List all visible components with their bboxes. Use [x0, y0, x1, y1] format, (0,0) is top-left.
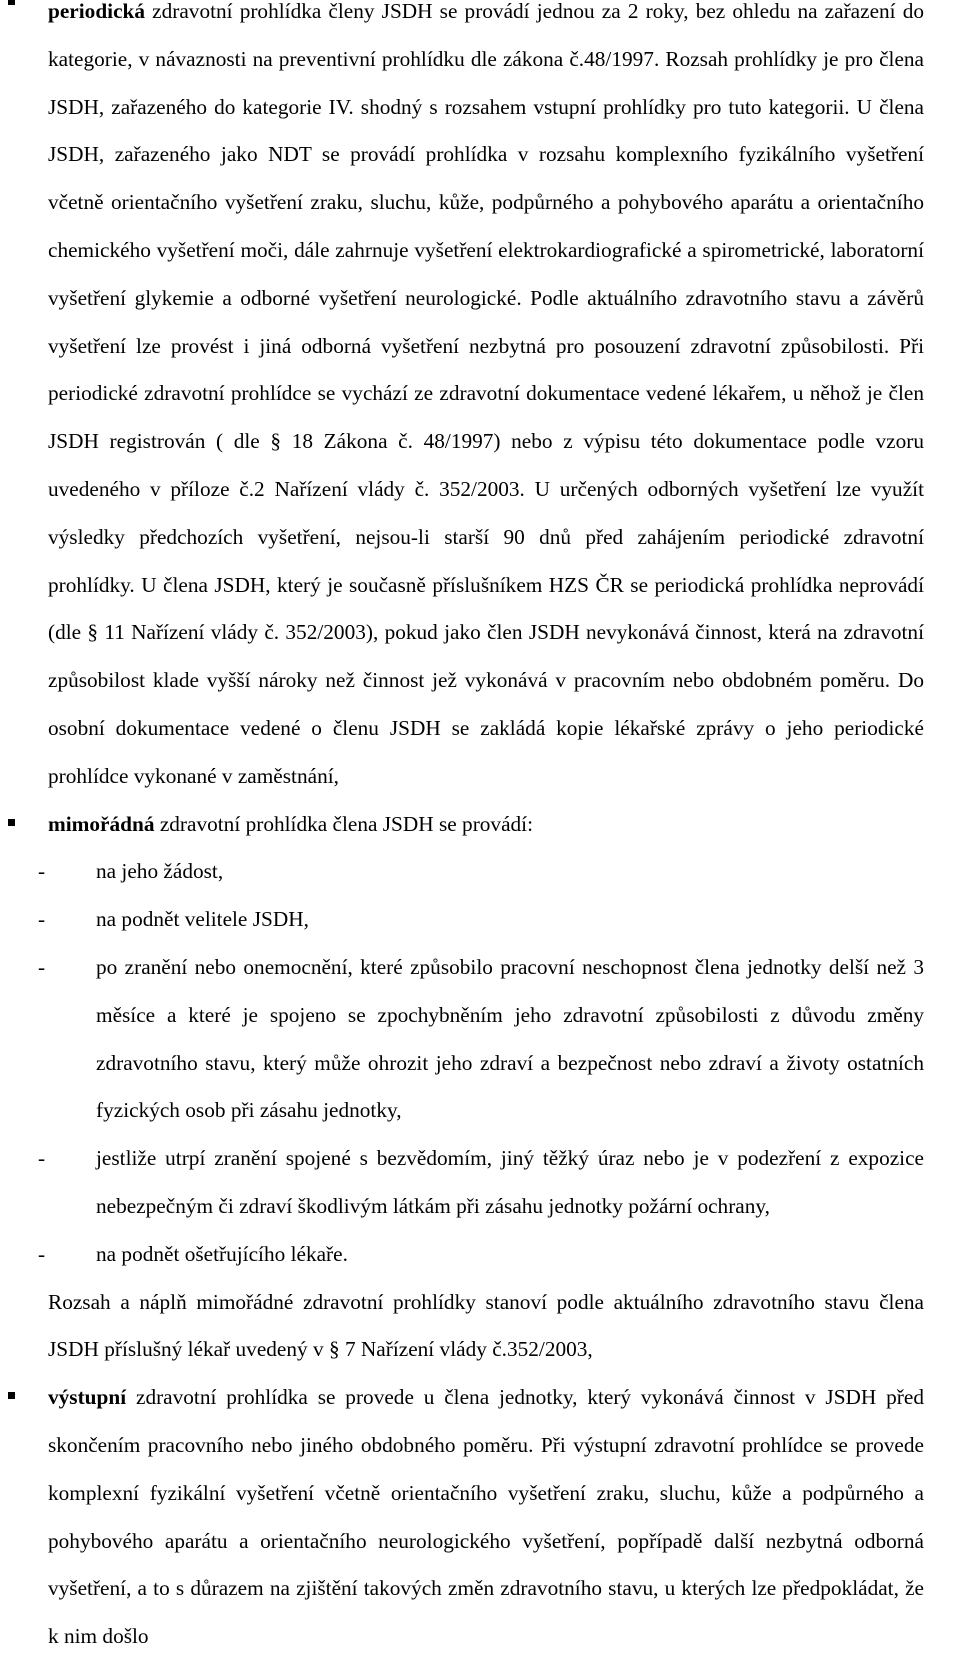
list-item-text: na podnět ošetřujícího lékaře.	[96, 1241, 348, 1266]
term-exit: výstupní	[48, 1385, 127, 1410]
dash-marker: -	[38, 907, 46, 932]
extraordinary-intro	[48, 801, 924, 849]
bullet-periodic	[48, 0, 924, 801]
dash-marker: -	[38, 859, 46, 884]
exit-text: zdravotní prohlídka se provede u člena jednotky, který vykonává činnost v JSDH před skončením pracovního nebo jiného obdobného poměru. Při výstupní zdravotní prohlídce se provede komplexní fyzikální vyšetření včetně orientačního vyšetření zraku, sluchu, kůže a podpůrného a pohybového aparátu a orientačního neurologického vyšetření, popřípadě další nezbytná odborná vyšetření, a to s důrazem na zjištění takových změn zdravotního stavu, u kterých lze předpokládat, že k nim došlo	[48, 1385, 924, 1649]
periodic-paragraph	[48, 0, 924, 801]
square-bullet-icon	[8, 0, 15, 5]
list-item-text: na podnět velitele JSDH,	[96, 907, 309, 932]
list-item-text: jestliže utrpí zranění spojené s bezvědomím, jiný těžký úraz nebo je v podezření z expozice nebezpečným či zdraví škodlivým látkám při zásahu jednotky požární ochrany,	[96, 1146, 924, 1218]
dash-marker: -	[38, 954, 46, 979]
bullet-extraordinary	[38, 801, 924, 1375]
dash-marker: -	[38, 1241, 46, 1266]
square-bullet-icon	[8, 1392, 15, 1399]
dash-marker: -	[38, 1146, 46, 1171]
bullet-exit	[48, 1374, 924, 1661]
extraordinary-text: zdravotní prohlídka člena JSDH se provádí:	[154, 811, 534, 836]
term-periodic: periodická	[48, 0, 146, 23]
list-item-text: na jeho žádost,	[96, 859, 224, 884]
exit-paragraph	[48, 1374, 924, 1661]
list-item	[38, 1231, 924, 1279]
periodic-text: zdravotní prohlídka členy JSDH se provádí jednou za 2 roky, bez ohledu na zařazení do kategorie, v návaznosti na preventivní prohlídku dle zákona č.48/1997. Rozsah prohlídky je pro člena JSDH, zařazeného do kategorie IV. shodný s rozsahem vstupní prohlídky pro tuto kategorii. U člena JSDH, zařazeného jako NDT se provádí prohlídka v rozsahu komplexního fyzikálního vyšetření včetně orientačního vyšetření zraku, sluchu, kůže, podpůrného a pohybového aparátu a orientačního chemického vyšetření moči, dále zahrnuje vyšetření elektrokardiografické a spirometrické, laboratorní vyšetření glykemie a odborné vyšetření neurologické. Podle aktuálního zdravotního stavu a závěrů vyšetření lze provést i jiná odborná vyšetření nezbytná pro posouzení zdravotní způsobilosti. Při periodické zdravotní prohlídce se vychází ze zdravotní dokumentace vedené lékařem, u něhož je člen JSDH registrován ( dle § 18 Zákona č. 48/1997) nebo z výpisu této dokumentace podle vzoru uvedeného v příloze č.2 Nařízení vlády č. 352/2003. U určených odborných vyšetření lze využít výsledky předchozích vyšetření, nejsou-li starší 90 dnů před zahájením periodické zdravotní prohlídky. U člena JSDH, který je současně příslušníkem HZS ČR se periodická prohlídka neprovádí (dle § 11 Nařízení vlády č. 352/2003), pokud jako člen JSDH nevykonává činnost, která na zdravotní způsobilost klade vyšší nároky než činnost jež vykonává v pracovním nebo obdobném poměru. Do osobní dokumentace vedené o členu JSDH se zakládá kopie lékařské zprávy o jeho periodické prohlídce vykonané v zaměstnání,	[48, 0, 924, 788]
square-bullet-icon	[8, 819, 15, 826]
list-item	[38, 944, 924, 1135]
extraordinary-reasons-list	[38, 848, 924, 1278]
list-item-text: po zranění nebo onemocnění, které způsobilo pracovní neschopnost člena jednotky delší než 3 měsíce a které je spojeno se zpochybněním jeho zdravotní způsobilosti z důvodu změny zdravotního stavu, který může ohrozit jeho zdraví a bezpečnost nebo zdraví a životy ostatních fyzických osob při zásahu jednotky,	[96, 954, 924, 1123]
list-item	[38, 1135, 924, 1231]
list-item	[38, 896, 924, 944]
extraordinary-closing: Rozsah a náplň mimořádné zdravotní prohlídky stanoví podle aktuálního zdravotního stavu člena JSDH příslušný lékař uvedený v § 7 Nařízení vlády č.352/2003,	[48, 1289, 924, 1362]
list-item	[38, 848, 924, 896]
term-extraordinary: mimořádná	[48, 811, 155, 836]
